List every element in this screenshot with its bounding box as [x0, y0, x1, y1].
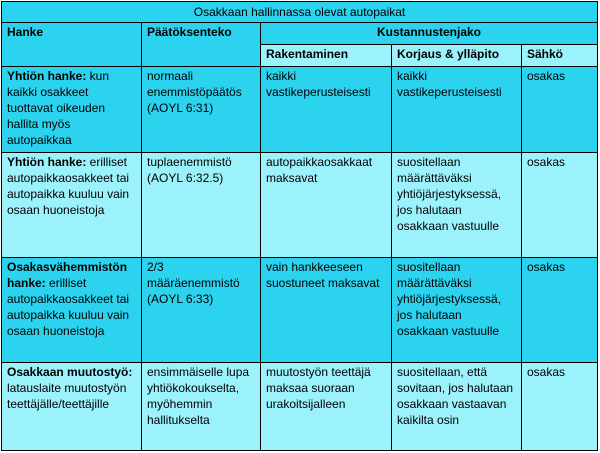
cell-project: [2, 153, 142, 258]
cell-electricity: osakas: [522, 67, 598, 153]
table-row: [2, 258, 598, 363]
cell-project: [2, 363, 142, 451]
cell-decision: ensimmäiselle lupa yhtiökokoukselta, myöhemmin hallitukselta: [142, 363, 261, 451]
project-label: Osakkaan muutostyö:: [7, 365, 133, 379]
cell-decision: 2/3 määräenemmistö (AOYL 6:33): [142, 258, 261, 363]
header-decision: Päätöksenteko: [142, 23, 261, 67]
cell-construction: muutostyön teettäjä maksaa suoraan urakoitsijalleen: [261, 363, 392, 451]
project-label: Osakasvähemmistön hanke:: [7, 260, 128, 290]
document-page: [1, 1, 599, 451]
header-repair: Korjaus & ylläpito: [392, 45, 522, 67]
cell-project: [2, 258, 142, 363]
cell-repair: suositellaan määrättäväksi yhtiöjärjestyksessä, jos halutaan osakkaan vastuulle: [392, 153, 522, 258]
cell-repair: suositellaan määrättäväksi yhtiöjärjestyksessä, jos halutaan osakkaan vastuulle: [392, 258, 522, 363]
parking-cost-table: [1, 1, 598, 451]
project-description: latauslaite muutostyön teettäjälle/teettäjille: [7, 381, 127, 411]
header-electricity: Sähkö: [522, 45, 598, 67]
project-description: erilliset autopaikkaosakkeet tai autopaikka kuuluu vain osaan huoneistoja: [7, 155, 130, 217]
project-label: Yhtiön hanke:: [7, 155, 87, 169]
project-description: kun kaikki osakkeet tuottavat oikeuden hallita myös autopaikkaa: [7, 69, 110, 147]
cell-electricity: osakas: [522, 258, 598, 363]
cell-electricity: osakas: [522, 363, 598, 451]
cell-decision: normaali enemmistöpäätös (AOYL 6:31): [142, 67, 261, 153]
cell-construction: autopaikkaosakkaat maksavat: [261, 153, 392, 258]
cell-repair: kaikki vastikeperusteisesti: [392, 67, 522, 153]
cell-construction: vain hankkeeseen suostuneet maksavat: [261, 258, 392, 363]
title-row: [2, 2, 598, 23]
header-construction: Rakentaminen: [261, 45, 392, 67]
table-title: Osakkaan hallinnassa olevat autopaikat: [2, 2, 598, 23]
header-cost-allocation: Kustannustenjako: [261, 23, 598, 45]
header-project: Hanke: [2, 23, 142, 67]
cell-electricity: osakas: [522, 153, 598, 258]
cell-project: [2, 67, 142, 153]
project-label: Yhtiön hanke:: [7, 69, 87, 83]
table-row: [2, 67, 598, 153]
project-description: erilliset autopaikkaosakkeet tai autopaikka kuuluu vain osaan huoneistoja: [7, 276, 130, 338]
cell-repair: suositellaan, että sovitaan, jos halutaan osakkaan vastaavan kaikilta osin: [392, 363, 522, 451]
cell-decision: tuplaenemmistö (AOYL 6:32.5): [142, 153, 261, 258]
table-row: [2, 363, 598, 451]
cell-construction: kaikki vastikeperusteisesti: [261, 67, 392, 153]
table-row: [2, 153, 598, 258]
header-row: [2, 23, 598, 45]
